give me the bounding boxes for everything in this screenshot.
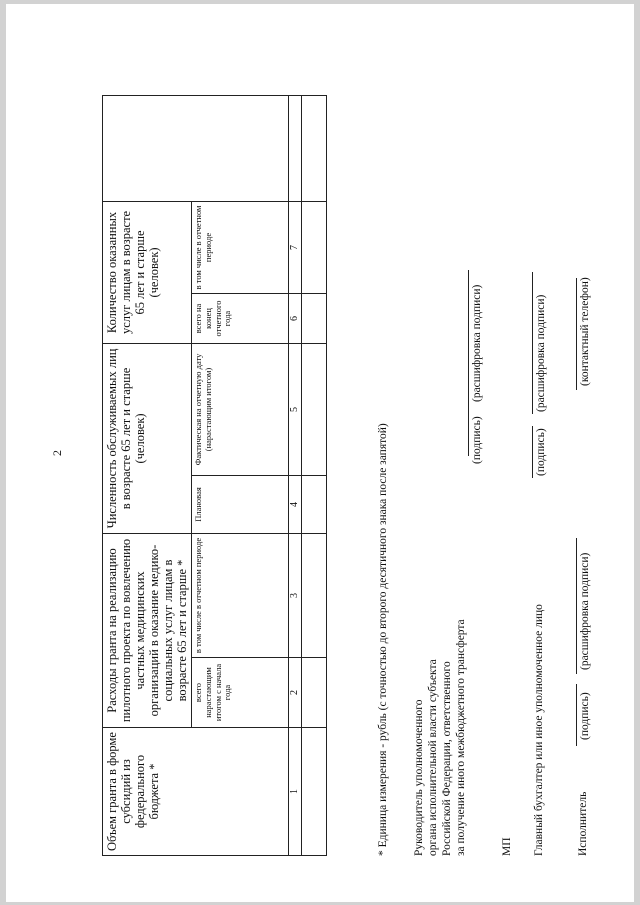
column-number: 1 [289,728,302,856]
table-header-row [103,95,192,855]
subheader-period: в том числе в отчетном периоде [192,533,289,657]
document-page [6,4,634,902]
stamp-mark: МП [501,837,513,856]
head-line: Руководитель уполномоченного [413,699,425,856]
head-signature-line [468,270,469,456]
column-number: 5 [289,343,302,475]
table-cell [302,728,327,856]
unit-footnote: * Единица измерения - рубль (с точностью до второго десятичного знака после запятой) [377,423,389,856]
accountant-title: Главный бухгалтер или иное уполномоченное лицо [533,604,545,856]
subheader-actual: Фактическая на отчетную дату (нарастающим итогом) [192,343,289,475]
subheader-total-ytd: всего нарастающим итогом с начала года [192,658,289,728]
accountant-sign-label: (подпись) [535,428,547,476]
executor-title: Исполнитель [577,791,589,856]
head-signatory-title [412,96,468,856]
subheader-planned: Плановая [192,475,289,533]
table-data-row [302,95,327,855]
column-number: 3 [289,533,302,657]
column-number: 2 [289,658,302,728]
head-decode-label: (расшифровка подписи) [471,284,483,402]
accountant-signature-line [532,426,533,478]
executor-decode-label: (расшифровка подписи) [579,552,591,670]
empty-cell [289,95,302,201]
table-cell [302,201,327,293]
table-number-row [289,95,302,855]
header-served-persons: Численность обслуживаемых лиц в возрасте 65 лет и старше (человек) [103,343,192,533]
executor-phone-line [576,278,577,390]
subheader-period-2: в том числе в отчетном периоде [192,201,289,293]
head-line: Российской Федерации, ответственного [441,661,453,856]
table-cell [302,533,327,657]
signature-section [372,96,591,856]
head-line: за получение иного межбюджетного трансферта [455,619,467,856]
header-services-count: Количество оказанных услуг лицам в возрасте 65 лет и старше (человек) [103,201,192,343]
table-cell [302,475,327,533]
rotated-content [102,96,591,856]
header-grant-volume: Объем гранта в форме субсидий из федерального бюджета * [103,728,289,856]
head-line: органа исполнительной власти субъекта [427,659,439,856]
accountant-decode-label: (расшифровка подписи) [535,294,547,412]
executor-decode-line [576,538,577,674]
column-number: 6 [289,293,302,343]
table-cell [302,343,327,475]
column-number: 4 [289,475,302,533]
executor-sign-label: (подпись) [579,692,591,740]
header-extra-cell [103,95,289,201]
page-number: 2 [50,450,64,456]
table-cell [302,293,327,343]
subheader-year-end: всего на конец отчетного года [192,293,289,343]
accountant-decode-line [532,272,533,414]
report-table [102,95,327,856]
column-number: 7 [289,201,302,293]
table-cell [302,658,327,728]
executor-phone-label: (контактный телефон) [579,277,591,386]
table-cell [302,95,327,201]
executor-signature-line [576,684,577,746]
head-sign-label: (подпись) [471,416,483,464]
header-grant-expenses: Расходы гранта на реализацию пилотного проекта по вовлечению частных медицинских организаций в оказание медико-социальных услуг лицам в возрасте 65 лет и старше * [103,533,192,727]
